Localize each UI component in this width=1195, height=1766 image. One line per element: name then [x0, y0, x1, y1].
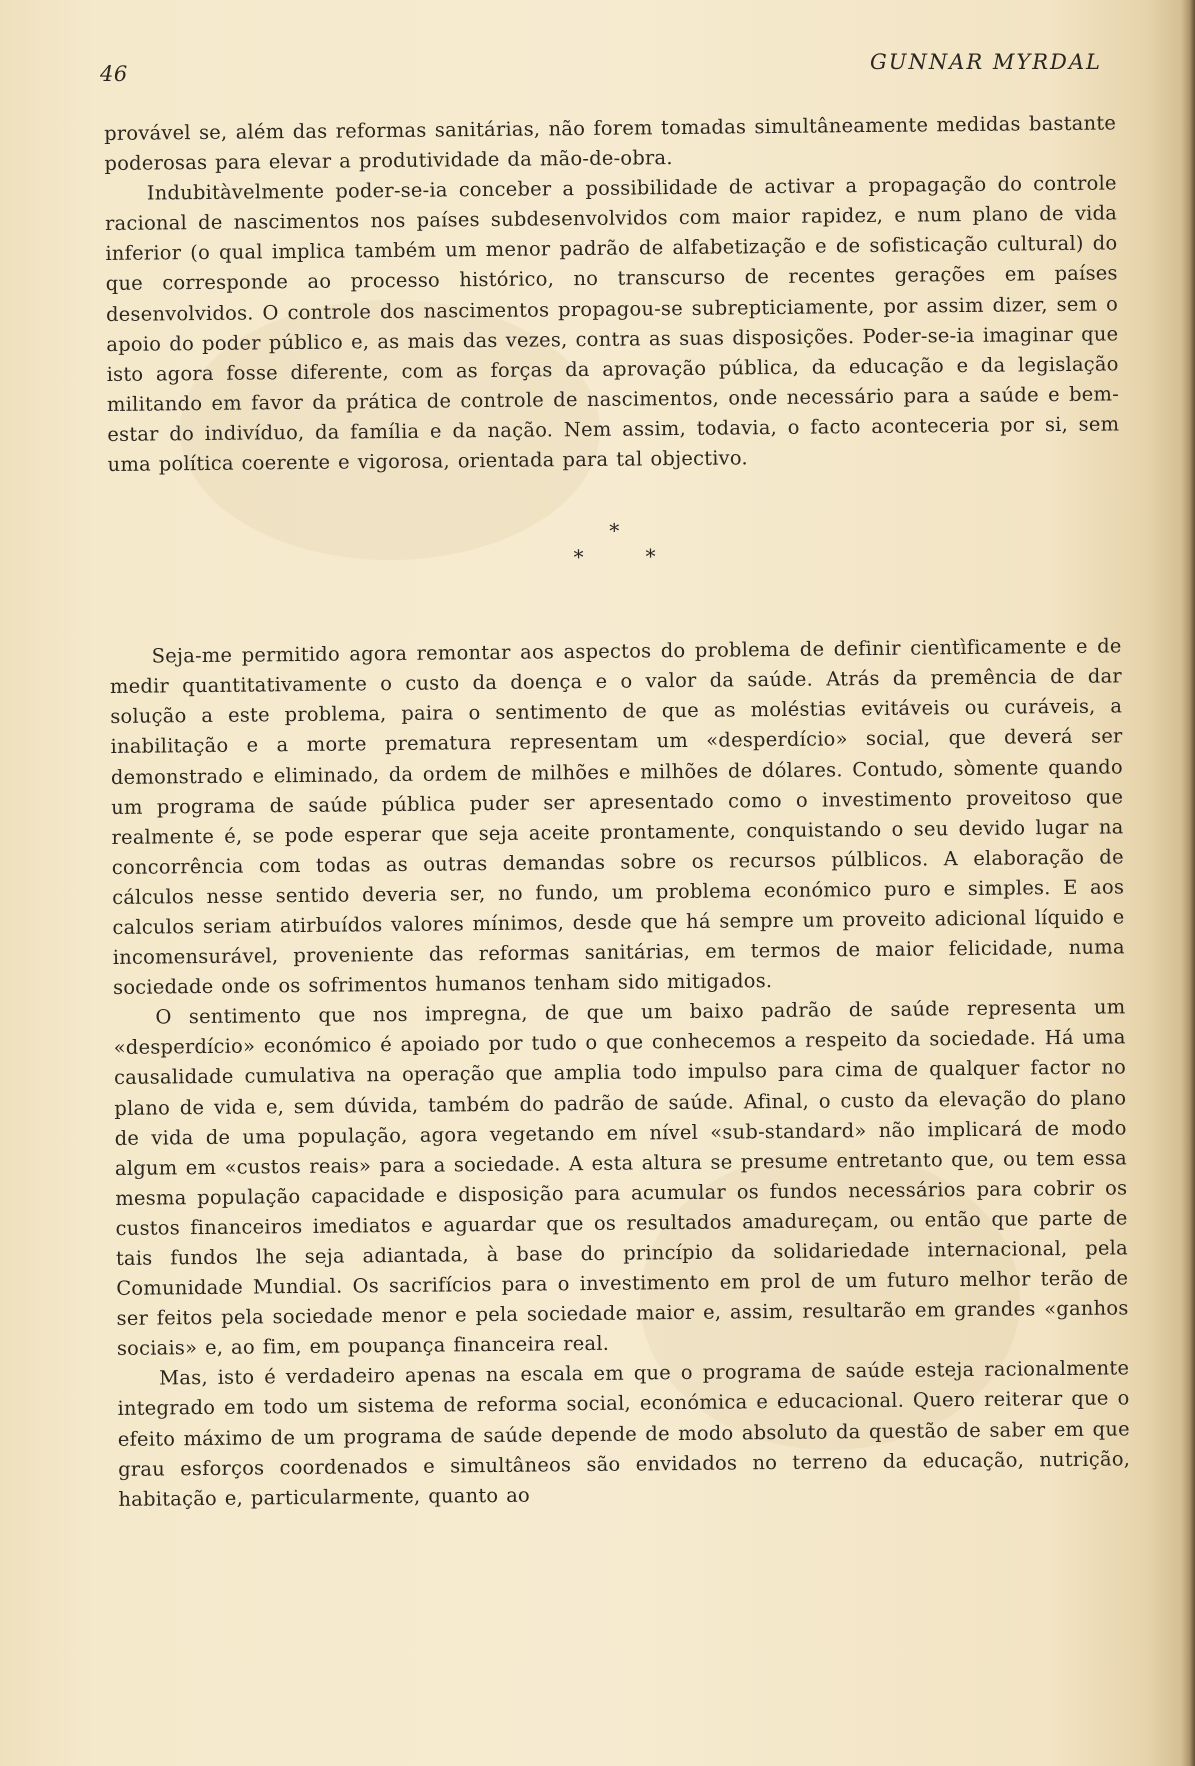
section-break	[108, 470, 1122, 643]
asterism-star: *	[573, 545, 584, 570]
asterism-star: *	[645, 544, 656, 569]
running-head-author: GUNNAR MYRDAL	[869, 50, 1102, 74]
paragraph: O sentimento que nos impregna, de que um baixo padrão de saúde representa um «desperdício» económico é apoiado por tudo o que conhecemos a respeito da sociedade. Há uma causalidade cumulativa na operação que amplia todo impulso para cima de qualquer factor no plano de vida e, sem dúvida, também do padrão de saúde. Afinal, o custo da elevação do plano de vida de uma população, agora vegetando em nível «sub-standard» não implicará de modo algum em «custos reais» para a sociedade. A esta altura se presume entretanto que, ou tem essa mesma população capacidade e disposição para acumular os fundos necessários para cobrir os custos financeiros imediatos e aguardar que os resultados amadureçam, ou então que parte de tais fundos lhe seja adiantada, à base do princípio da solidariedade internacional, pela Comunidade Mundial. Os sacrifícios para o investimento em prol de um futuro melhor terão de ser feitos pela sociedade menor e pela sociedade maior e, assim, resultarão em grandes «ganhos sociais» e, ao fim, em poupança financeira real.	[113, 995, 1129, 1361]
asterism	[108, 514, 1121, 585]
asterism-star: *	[609, 518, 620, 543]
paragraph: provável se, além das reformas sanitárias, não forem tomadas simultâneamente medidas bastante poderosas para elevar a produtividade da mão-de-obra.	[104, 111, 1117, 176]
paragraph: Indubitàvelmente poder-se-ia conceber a possibilidade de activar a propagação do controle racional de nascimentos nos países subdesenvolvidos com maior rapidez, e num plano de vida inferior (o qual implica também um menor padrão de alfabetização e de sofisticação cultural) do que corresponde ao processo histórico, no transcurso de recentes gerações em países desenvolvidos. O controle dos nascimentos propagou-se subrepticiamente, por assim dizer, sem o apoio do poder público e, as mais das vezes, contra as suas disposições. Poder-se-ia imaginar que isto agora fosse diferente, com as forças da aprovação pública, da educação e da legislação militando em favor da prática de controle de nascimentos, onde necessário para a saúde e bem-estar do indivíduo, da família e da nação. Nem assim, todavia, o facto aconteceria por si, sem uma política coerente e vigorosa, orientada para tal objectivo.	[104, 171, 1120, 477]
paragraph: Mas, isto é verdadeiro apenas na escala em que o programa de saúde esteja racionalmente integrado em todo um sistema de reforma social, económica e educacional. Quero reiterar que o efeito máximo de um programa de saúde depende de modo absoluto da questão de saber em que grau esforços coordenados e simultâneos são envidados no terreno da educação, nutrição, habitação e, particularmente, quanto ao	[117, 1356, 1131, 1511]
running-head	[100, 50, 1102, 90]
page-edge-shadow	[1181, 0, 1195, 1766]
body-text	[104, 108, 1131, 1514]
paragraph: Seja-me permitido agora remontar aos aspectos do problema de definir cientìficamente e de medir quantitativamente o custo da doença e o valor da saúde. Atrás da premência de dar solução a este problema, paira o sentimento de que as moléstias evitáveis ou curáveis, a inabilitação e a morte prematura representam um «desperdício» social, que deverá ser demonstrado e eliminado, da ordem de milhões e milhões de dólares. Contudo, sòmente quando um programa de saúde pública puder ser apresentado como o investimento proveitoso que realmente é, se pode esperar que seja aceite prontamente, conquistando o seu devido lugar na concorrência com todas as outras demandas sobre os recursos púlblicos. A elaboração de cálculos nesse sentido deveria ser, no fundo, um problema económico puro e simples. E aos calculos seriam atirbuídos valores mínimos, desde que há sempre um proveito adicional líquido e incomensurável, proveniente das reformas sanitárias, em termos de maior felicidade, numa sociedade onde os sofrimentos humanos tenham sido mitigados.	[109, 634, 1125, 1000]
page-number: 46	[100, 62, 128, 86]
